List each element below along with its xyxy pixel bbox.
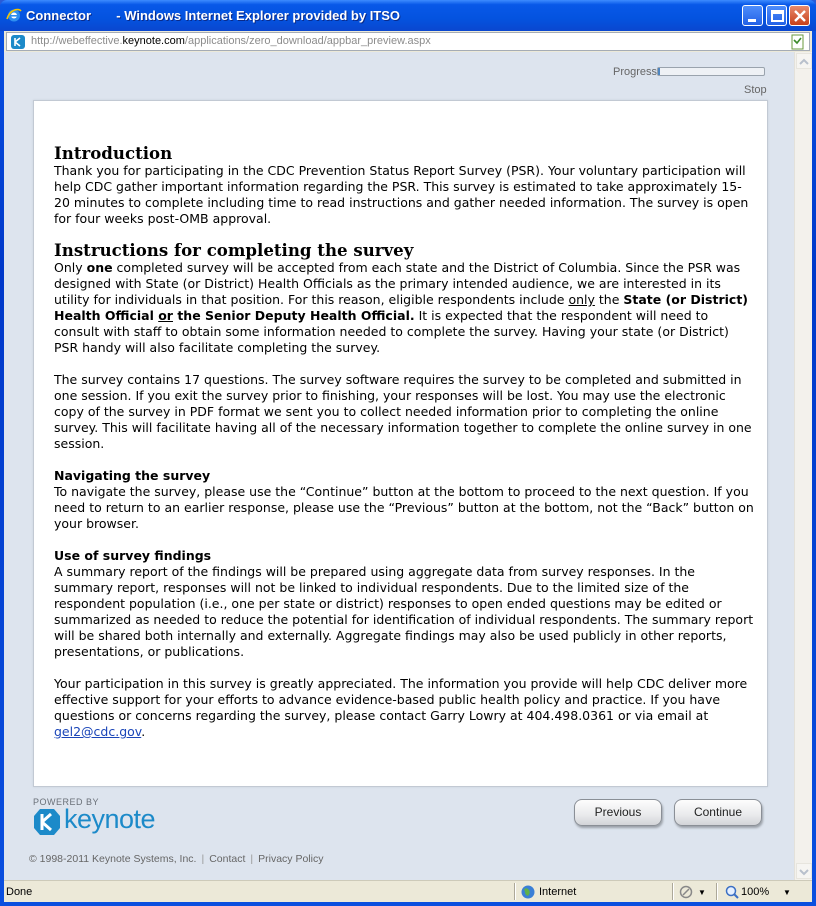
keynote-favicon-icon [10, 34, 26, 50]
page-icon[interactable] [790, 34, 806, 50]
status-text: Done [6, 886, 33, 898]
instructions-heading: Instructions for completing the survey [54, 240, 414, 260]
zoom-level[interactable]: 100% [741, 886, 770, 898]
closing-text: Your participation in this survey is greatly appreciated. The information you provide will help CDC deliver more effective support for your efforts to advance evidence-based public health policy and practice. If you have questions or concerns regarding the survey, please contact Garry Lowry at 404.498.0361 or via email at gel2@cdc.gov. [54, 676, 748, 739]
contact-link[interactable]: Contact [209, 853, 246, 865]
address-bar [4, 31, 812, 52]
globe-icon [520, 884, 536, 900]
url-text: http://webeffective.keynote.com/applications/zero_download/appbar_preview.aspx [31, 35, 431, 47]
email-link[interactable]: gel2@cdc.gov [54, 724, 142, 739]
close-icon [790, 6, 811, 27]
powered-by-label: POWERED BY [33, 797, 100, 807]
findings-text: A summary report of the findings will be prepared using aggregate data from survey responses. In the summary report, responses will not be linked to individual respondents. Due to the limited size of the respondent population (i.e., one per state or district) responses to open ended questions may be edited or summarized as needed to reduce the potential for identification of individual respondents. The summary report will be shared both internally and externally. Aggregate findings may also be used publicly in other reports, presentations, or publications. [54, 564, 754, 659]
instructions-paragraph-2: The survey contains 17 questions. The survey software requires the survey to be completed and submitted in one session. If you exit the survey prior to finishing, your responses will be lost. You may use the electronic copy of the survey in PDF format we sent you to collect needed information prior to completing the online survey. This will facilitate having all of the necessary information together to complete the online survey in one session. [54, 372, 752, 451]
instructions-paragraph-1: Only one completed survey will be accepted from each state and the District of Columbia. Since the PSR was designed with State (or District) Health Officials as the primary intended audience, we are interested in its utility for individuals in that position. For this reason, eligible respondents include only the State (or District) Health Official or the Senior Deputy Health Official. It is expected that the respondent will need to consult with staff to obtain some information needed to complete the survey. Having your state (or District) PSR handy will also facilitate completing the survey. [54, 260, 749, 355]
progress-bar [657, 67, 765, 76]
findings-heading: Use of survey findings [54, 548, 212, 563]
progress-label: Progress [613, 66, 658, 78]
navigating-text: To navigate the survey, please use the “Continue” button at the bottom to proceed to the next question. If you need to return to an earlier response, please use the “Previous” button at the bottom, not the “Back” button on your browser. [54, 484, 754, 531]
window-title: Connector - Windows Internet Explorer provided by ITSO [26, 8, 401, 23]
privacy-link[interactable]: Privacy Policy [258, 853, 324, 865]
scroll-up-button[interactable] [796, 53, 812, 69]
protected-mode-icon[interactable] [678, 884, 694, 900]
navigating-heading: Navigating the survey [54, 468, 211, 483]
survey-content [54, 144, 754, 740]
previous-button[interactable]: Previous [574, 799, 662, 826]
url-field[interactable] [6, 32, 810, 51]
keynote-logo [32, 804, 172, 841]
vertical-scrollbar[interactable] [794, 52, 812, 880]
zone-text: Internet [539, 886, 577, 898]
zoom-dropdown-icon[interactable]: ▼ [783, 888, 791, 897]
chevron-down-icon [797, 865, 811, 879]
status-bar [4, 880, 812, 902]
content-viewport [4, 52, 794, 880]
intro-heading: Introduction [54, 143, 173, 163]
chevron-up-icon [797, 55, 811, 69]
scroll-down-button[interactable] [796, 863, 812, 879]
minimize-icon [743, 6, 764, 27]
minimize-button[interactable] [742, 5, 763, 26]
close-button[interactable] [789, 5, 810, 26]
footer: © 1998-2011 Keynote Systems, Inc. | Contact | Privacy Policy [29, 853, 324, 865]
title-bar[interactable] [0, 0, 816, 31]
keynote-k-icon [32, 807, 62, 837]
survey-panel [33, 100, 768, 787]
copyright-text: © 1998-2011 Keynote Systems, Inc. [29, 853, 197, 865]
ie-icon [6, 7, 22, 23]
maximize-icon [767, 6, 788, 27]
logo-text: keynote [64, 804, 156, 834]
stop-link[interactable]: Stop [744, 84, 767, 96]
continue-button[interactable]: Continue [674, 799, 762, 826]
maximize-button[interactable] [766, 5, 787, 26]
progress-fill [658, 68, 660, 75]
intro-text: Thank you for participating in the CDC Prevention Status Report Survey (PSR). Your voluntary participation will help CDC gather important information regarding the PSR. This survey is estimated to take approximately 15-20 minutes to complete including time to read instructions and gather needed information. The survey is open for four weeks post-OMB approval. [54, 163, 749, 226]
protected-mode-dropdown-icon[interactable]: ▼ [698, 888, 706, 897]
zoom-icon[interactable] [724, 884, 740, 900]
